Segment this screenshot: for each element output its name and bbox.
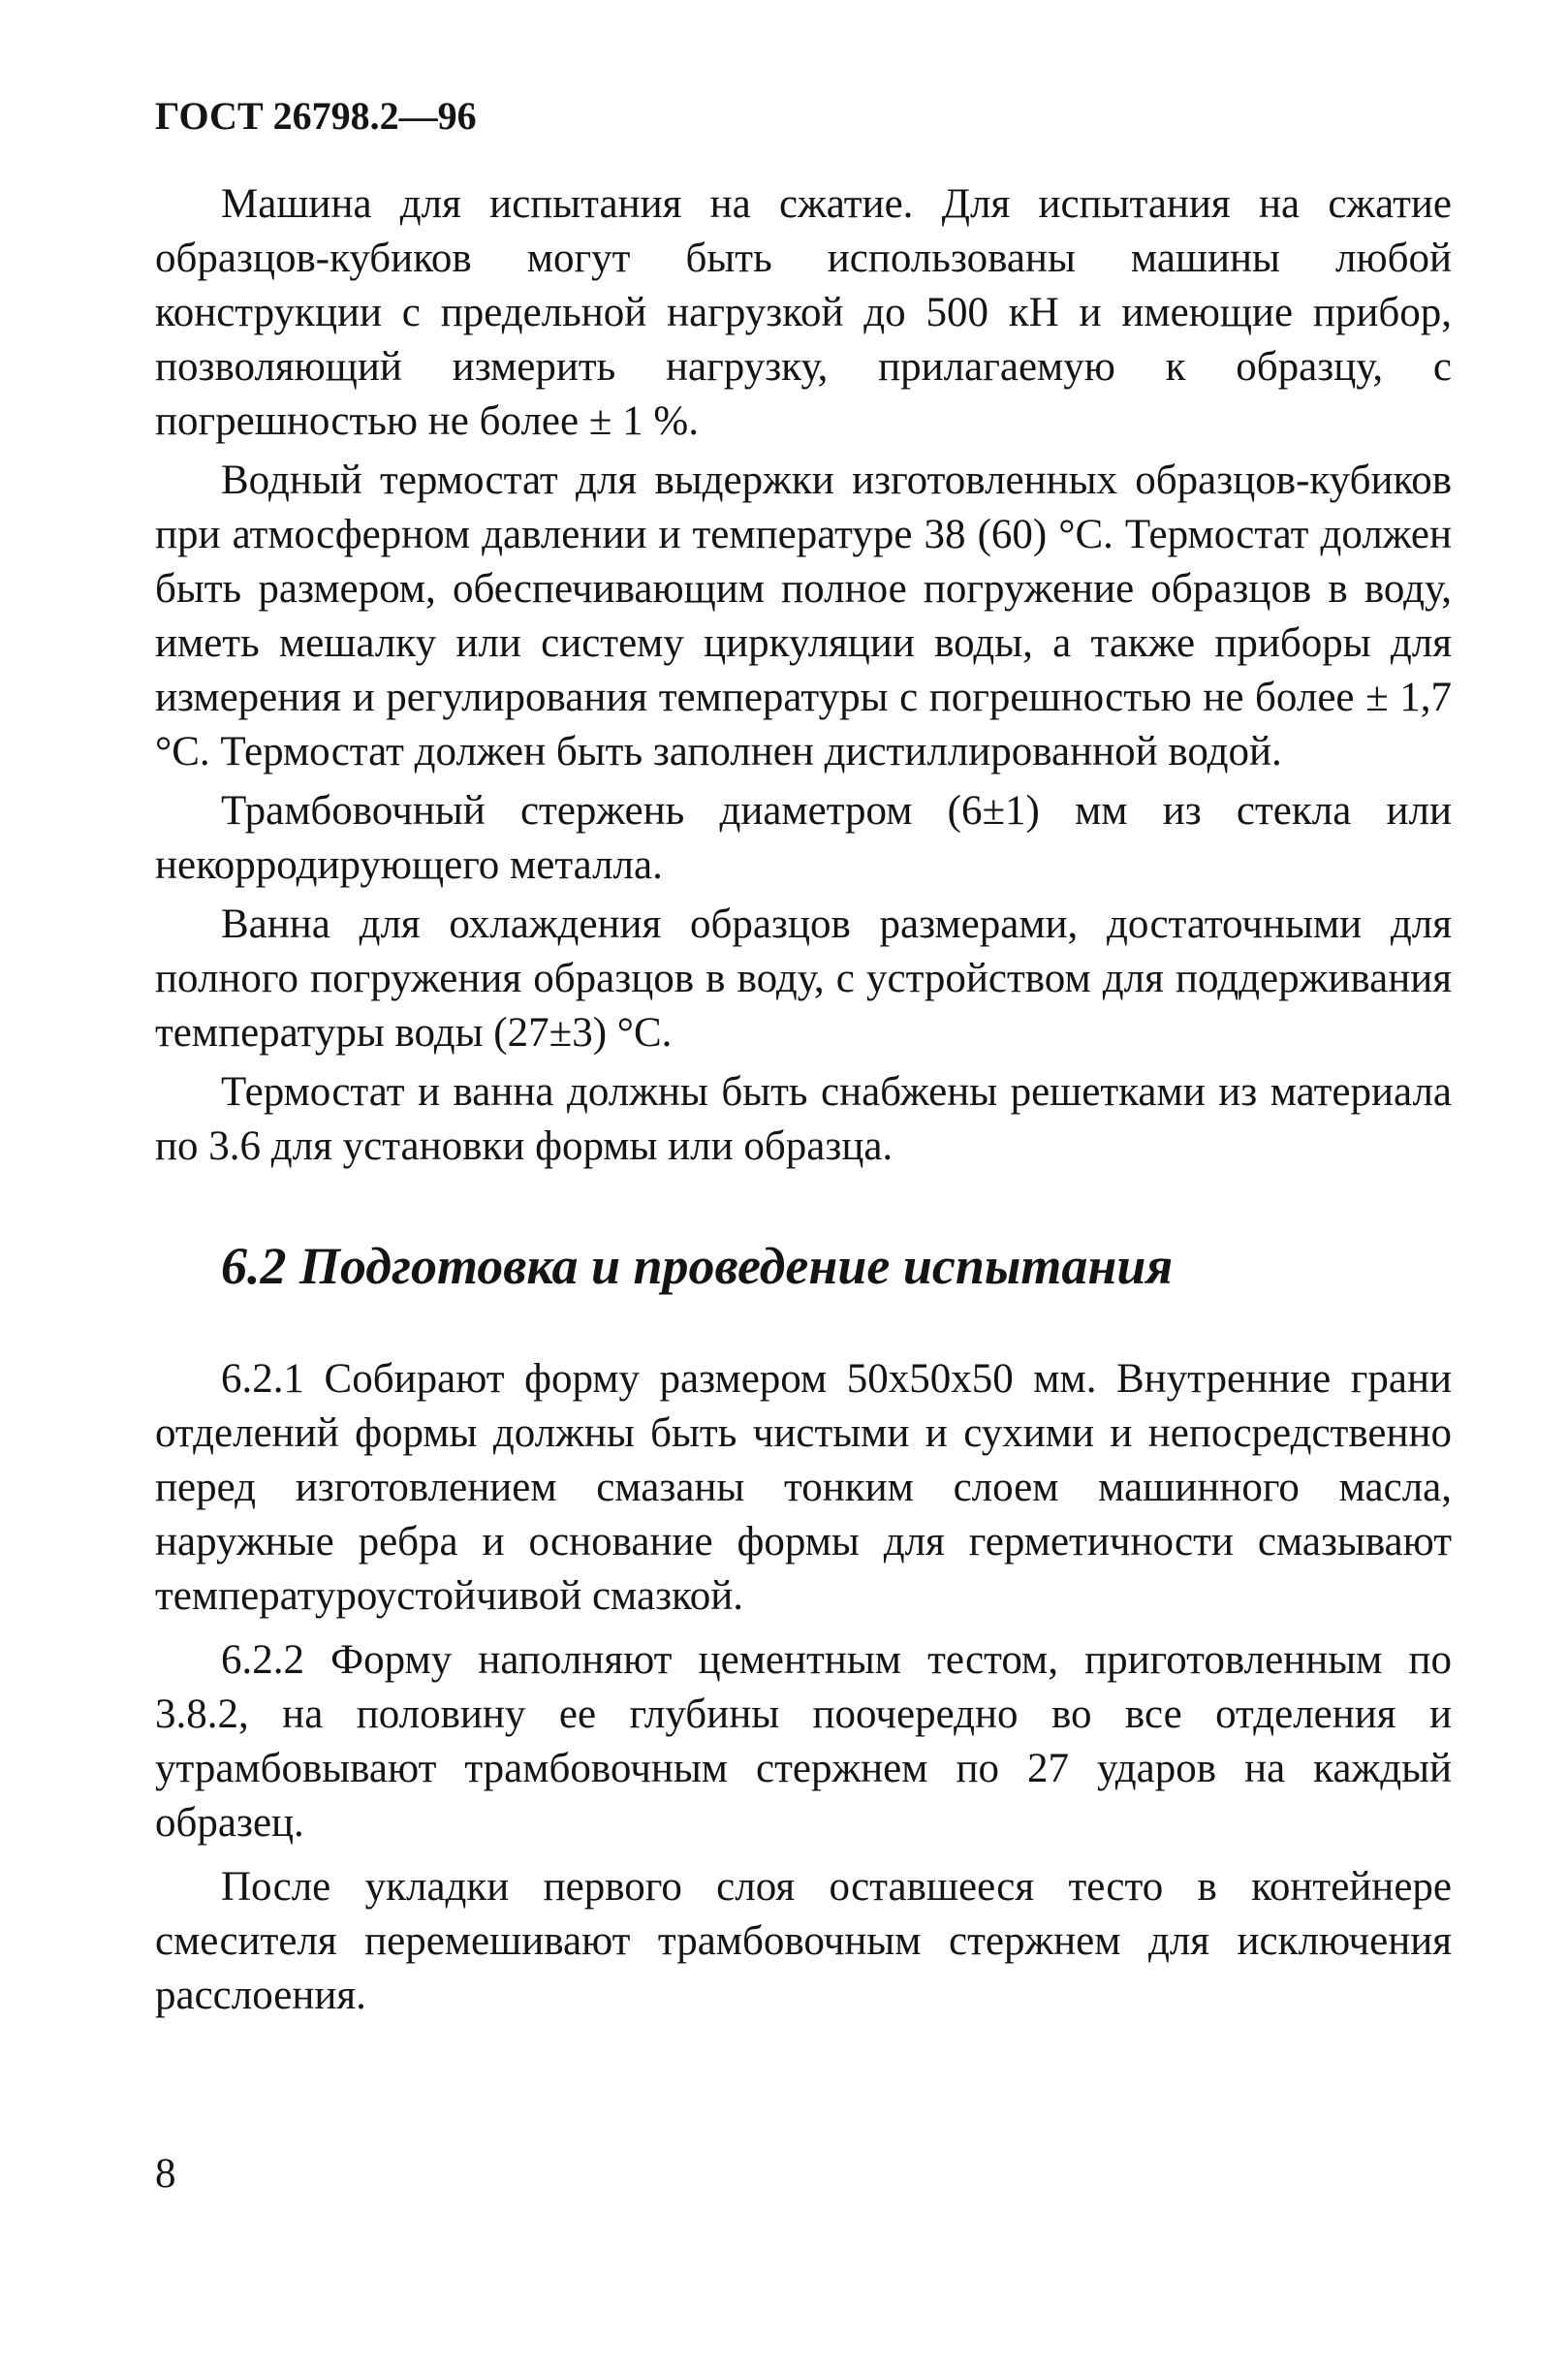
paragraph-cooling-bath: Ванна для охлаждения образцов размерами, достаточными для полного погружения образцов в воду, с устройством для поддерживания температуры воды (27±3) °С. xyxy=(155,901,1452,1056)
paragraph-grates: Термостат и ванна должны быть снабжены решетками из материала по 3.6 для установки формы или образца. xyxy=(155,1069,1452,1169)
paragraph-6-2-1: 6.2.1 Собирают форму размером 50х50х50 мм. Внутренние грани отделений формы должны быть чистыми и сухими и непосредственно перед изготовлением смазаны тонким слоем машинного масла, наружные ребра и основание формы для герметичности смазывают температуроустойчивой смазкой. xyxy=(155,1356,1452,1619)
paragraph-6-2-2: 6.2.2 Форму наполняют цементным тестом, приготовленным по 3.8.2, на половину ее глубины поочередно во все отделения и утрамбовывают трамбовочным стержнем по 27 ударов на каждый образец. xyxy=(155,1637,1452,1846)
page-number: 8 xyxy=(155,2151,176,2197)
standard-code-header: ГОСТ 26798.2—96 xyxy=(155,94,477,138)
paragraph-water-thermostat: Водный термостат для выдержки изготовленных образцов-кубиков при атмосферном давлении и температуре 38 (60) °С. Термостат должен быть размером, обеспечивающим полное погружение образцов в воду, иметь мешалку или систему циркуляции воды, а также приборы для измерения и регулирования температуры с погрешностью не более ± 1,7 °С. Термостат должен быть заполнен дистиллированной водой. xyxy=(155,458,1452,775)
section-heading: 6.2 Подготовка и проведение испытания xyxy=(221,1237,1174,1295)
paragraph-compression-machine: Машина для испытания на сжатие. Для испытания на сжатие образцов-кубиков могут быть использованы машины любой конструкции с предельной нагрузкой до 500 кН и имеющие прибор, позволяющий измерить нагрузку, прилагаемую к образцу, с погрешностью не более ± 1 %. xyxy=(155,181,1452,444)
paragraph-tamping-rod: Трамбовочный стержень диаметром (6±1) мм из стекла или некорродирующего металла. xyxy=(155,788,1452,888)
equipment-description xyxy=(155,177,1452,1174)
section-body xyxy=(155,1352,1452,2023)
paragraph-after-first-layer: После укладки первого слоя оставшееся тесто в контейнере смесителя перемешивают трамбовочным стержнем для исключения расслоения. xyxy=(155,1864,1452,2018)
